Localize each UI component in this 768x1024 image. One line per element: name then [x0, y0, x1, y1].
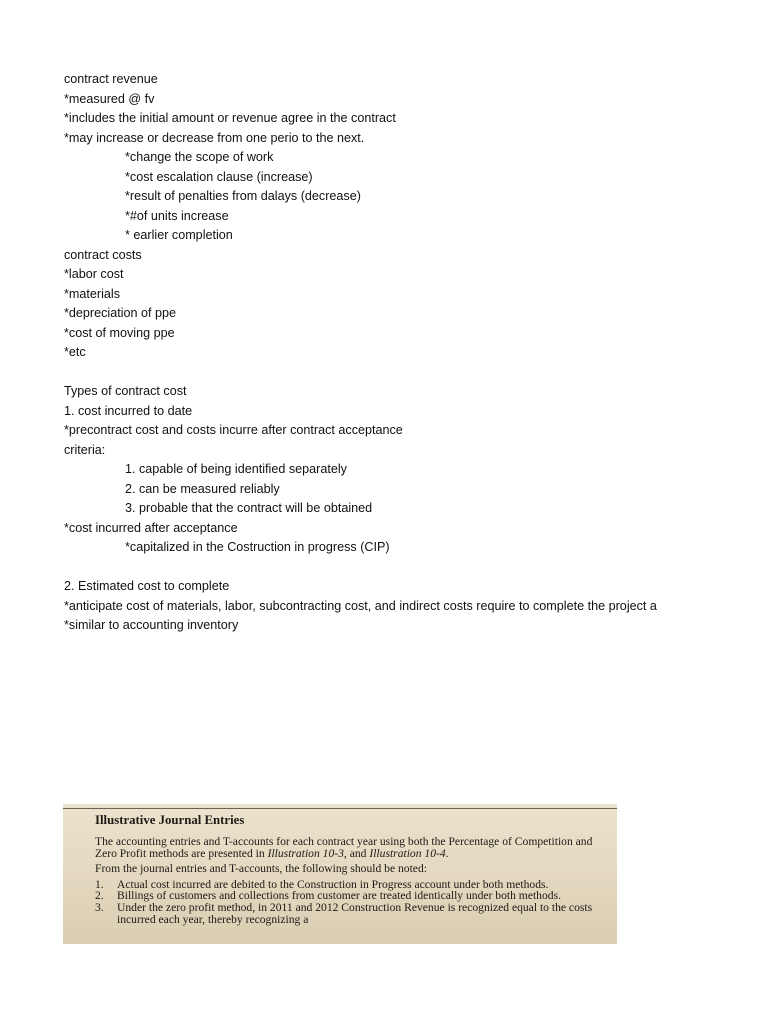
note-line: *cost of moving ppe — [64, 325, 175, 340]
note-line: criteria: — [64, 442, 106, 457]
note-line: *cost incurred after acceptance — [64, 520, 238, 535]
note-line: *cost escalation clause (increase) — [125, 169, 313, 184]
blank-line — [64, 558, 768, 578]
item-text: Billings of customers and collections from customer are treated identically under both methods. — [117, 889, 561, 903]
scanned-textbook-excerpt — [63, 804, 617, 944]
note-line: *materials — [64, 286, 120, 301]
note-line: *anticipate cost of materials, labor, subcontracting cost, and indirect costs require to complete the project a — [64, 598, 657, 613]
note-line: *similar to accounting inventory — [64, 618, 239, 632]
excerpt-notice: From the journal entries and T-accounts, the following should be noted: — [95, 862, 427, 876]
excerpt-heading: Illustrative Journal Entries — [95, 813, 245, 827]
blank-line — [64, 363, 768, 383]
top-rule — [63, 808, 617, 809]
note-line: contract costs — [64, 247, 142, 262]
item-text: Under the zero profit method, in 2011 and 2012 Construction Revenue is recognized equal to the costs incurred each year, thereby recognizing a — [117, 900, 593, 926]
note-line: *result of penalties from dalays (decrease) — [125, 189, 361, 203]
note-line: 2. Estimated cost to complete — [64, 579, 230, 593]
note-line: *depreciation of ppe — [64, 306, 177, 320]
item-text: Actual cost incurred are debited to the Construction in Progress account under both methods. — [117, 877, 549, 891]
note-line: 1. capable of being identified separately — [125, 462, 347, 476]
note-line: Types of contract cost — [64, 384, 187, 398]
item-number: 2. — [95, 889, 104, 903]
note-line: *#of units increase — [125, 208, 229, 223]
illustration-ref-1: Illustration 10-3 — [267, 846, 344, 860]
note-line: 2. can be measured reliably — [125, 481, 280, 496]
note-line: * earlier completion — [125, 228, 233, 242]
intro-text-1: The accounting entries and T-accounts for each contract year using both the Percentage of Competition and Zero Profit methods are presented in — [95, 835, 593, 860]
note-line: *change the scope of work — [125, 150, 274, 164]
intro-text-2: , and — [343, 846, 370, 860]
note-line: contract revenue — [64, 72, 158, 86]
excerpt-item-3 — [95, 902, 611, 925]
note-line: *measured @ fv — [64, 91, 155, 106]
excerpt-body — [95, 812, 611, 925]
excerpt-intro — [95, 836, 611, 859]
note-line: *precontract cost and costs incurre after contract acceptance — [64, 423, 403, 437]
note-line: *may increase or decrease from one perio to the next. — [64, 130, 365, 145]
item-number: 3. — [95, 900, 104, 914]
note-line: 3. probable that the contract will be obtained — [125, 501, 373, 515]
illustration-ref-2: Illustration 10-4 — [369, 846, 446, 860]
note-line: *includes the initial amount or revenue agree in the contract — [64, 111, 396, 125]
notes-text — [64, 70, 768, 636]
note-line: *labor cost — [64, 267, 124, 281]
note-line: *capitalized in the Costruction in progress (CIP) — [125, 540, 390, 554]
note-line: 1. cost incurred to date — [64, 403, 193, 418]
item-number: 1. — [95, 877, 104, 891]
note-line: *etc — [64, 345, 86, 359]
intro-text-3: . — [445, 846, 449, 860]
